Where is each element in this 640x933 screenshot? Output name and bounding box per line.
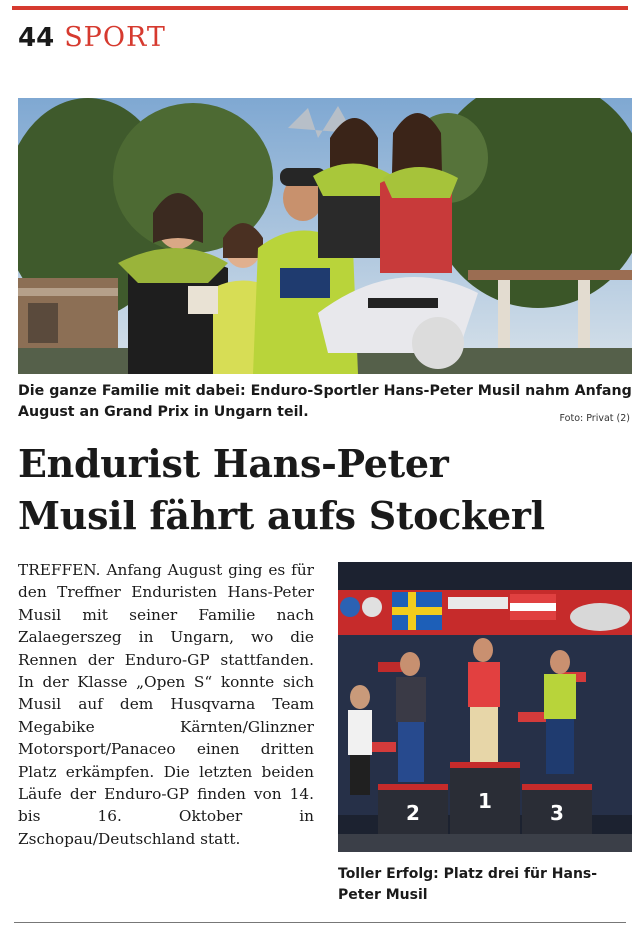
family-photo-caption: Die ganze Familie mit dabei: Enduro-Sportler Hans-Peter Musil nahm Anfang August an Grand Prix in Ungarn teil. bbox=[18, 383, 632, 420]
podium-photo-illustration bbox=[338, 562, 632, 852]
podium-photo bbox=[338, 562, 632, 852]
page-number: 44 bbox=[18, 23, 55, 53]
top-rule bbox=[12, 6, 628, 10]
bottom-rule bbox=[14, 922, 626, 923]
podium-place-1: 1 bbox=[478, 789, 492, 813]
headline-line-2: Musil fährt aufs Stockerl bbox=[18, 493, 545, 538]
family-photo-illustration bbox=[18, 98, 632, 374]
headline-line-1: Endurist Hans-Peter bbox=[18, 441, 449, 486]
podium-place-2: 2 bbox=[406, 801, 420, 825]
page-header bbox=[18, 22, 166, 53]
photo-credit: Foto: Privat (2) bbox=[559, 413, 630, 424]
podium-place-3: 3 bbox=[550, 801, 564, 825]
podium-photo-caption: Toller Erfolg: Platz drei für Hans-Peter Musil bbox=[338, 866, 598, 903]
family-photo bbox=[18, 98, 632, 374]
headline bbox=[18, 438, 632, 542]
section-title: SPORT bbox=[64, 22, 166, 53]
article-body: TREFFEN. Anfang August ging es für den Treffner Enduristen Hans-Peter Musil mit seiner Familie nach Zalaegerszeg in Ungarn, wo die Rennen der Enduro-GP stattfanden. In der Klasse „Open S“ konnte sich Musil auf dem Husqvarna Team Megabike Kärnten/Glinzner Motorsport/Panaceo einen dritten Platz erkämpfen. Die letzten beiden Läufe der Enduro-GP finden von 14. bis 16. Oktober in Zschopau/Deutschland statt. bbox=[18, 561, 314, 848]
